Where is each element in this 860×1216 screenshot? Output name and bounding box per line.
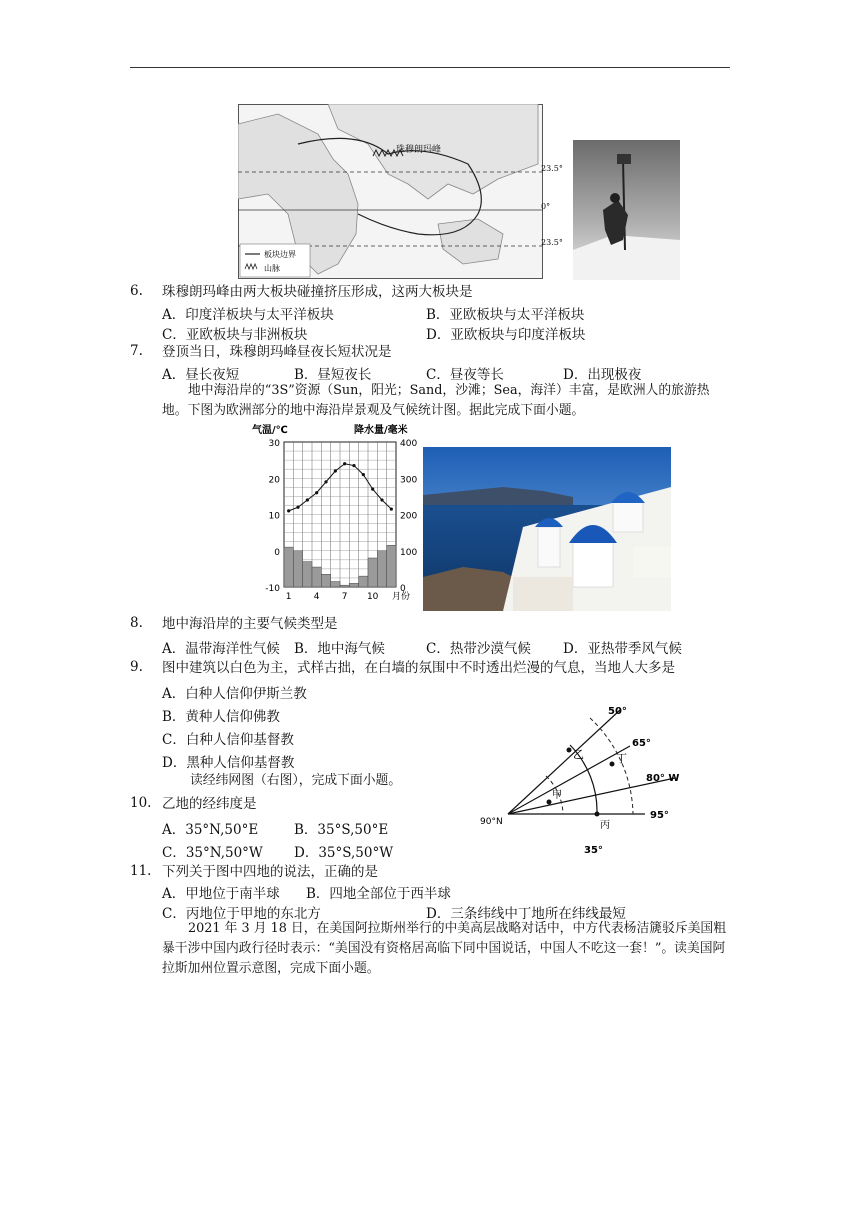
- lon-label-80w: 80° W: [646, 773, 680, 784]
- q10-option-d[interactable]: D．35°S,50°W: [294, 845, 394, 861]
- temp-point: [352, 464, 355, 467]
- q9-option-b[interactable]: B．黄种人信仰佛教: [162, 709, 280, 725]
- chart-right-tick: 300: [400, 475, 418, 486]
- q10-option-c[interactable]: C．35°N,50°W: [162, 845, 263, 861]
- temp-point: [371, 488, 374, 491]
- point-bing: 丙: [600, 820, 610, 831]
- lat-label-35: 35°: [584, 845, 603, 856]
- lon-label-50: 50°: [608, 706, 627, 717]
- precip-bar: [377, 551, 386, 587]
- q11-stem: 下列关于图中四地的说法，正确的是: [162, 864, 378, 880]
- point-ding: 丁: [616, 752, 627, 765]
- q8-option-b[interactable]: B．地中海气候: [294, 641, 385, 657]
- lat-label-equator: 0°: [541, 202, 551, 211]
- climber-photo: [573, 140, 680, 280]
- temp-point: [380, 498, 383, 501]
- temp-point: [315, 491, 318, 494]
- q10-option-b[interactable]: B．35°S,50°E: [294, 822, 389, 838]
- precip-bar: [293, 551, 302, 587]
- q9-option-d[interactable]: D．黑种人信仰基督教: [162, 755, 295, 771]
- q6-number: 6.: [130, 283, 143, 299]
- precip-bar: [312, 567, 321, 587]
- legend-mountain-label: 山脉: [264, 264, 280, 273]
- q8-option-c[interactable]: C．热带沙漠气候: [426, 641, 531, 657]
- q7-option-c[interactable]: C．昼夜等长: [426, 367, 504, 383]
- q11-option-a[interactable]: A．甲地位于南半球: [162, 886, 280, 902]
- temp-point: [390, 507, 393, 510]
- q7-option-b[interactable]: B．昼短夜长: [294, 367, 372, 383]
- precip-bar: [349, 583, 358, 587]
- q8-stem: 地中海沿岸的主要气候类型是: [162, 616, 338, 632]
- precip-bar: [321, 574, 330, 587]
- chart-right-tick: 100: [400, 547, 418, 558]
- precip-bar: [387, 545, 396, 587]
- chart-right-tick: 400: [400, 439, 418, 449]
- chart-x-tick: 10: [366, 592, 379, 602]
- lon-label-95: 95°: [650, 810, 669, 821]
- q6-option-b[interactable]: B．亚欧板块与太平洋板块: [426, 307, 585, 323]
- q9-number: 9.: [130, 659, 143, 675]
- intro-alaska: 2021 年 3 月 18 日，在美国阿拉斯州举行的中美高层战略对话中，中方代表杨洁篪驳斥美国粗暴干涉中国内政行径时表示：“美国没有资格居高临下同中国说话，中国人不吃这一套！”。读美国阿拉斯加州位置示意图，完成下面小题。: [162, 921, 727, 976]
- chart-left-tick: 0: [274, 547, 280, 558]
- precip-bar: [359, 576, 368, 587]
- temp-point: [334, 469, 337, 472]
- q10-number: 10.: [130, 795, 152, 811]
- point-yi: 乙: [573, 748, 584, 761]
- q8-option-a[interactable]: A．温带海洋性气候: [162, 641, 280, 657]
- chart-right-title: 降水量/毫米: [354, 425, 408, 436]
- legend-boundary-label: 板块边界: [264, 250, 296, 259]
- chart-x-unit: 月份: [392, 592, 411, 602]
- q11-option-b[interactable]: B．四地全部位于西半球: [306, 886, 451, 902]
- chart-left-tick: 10: [268, 511, 280, 522]
- intro-grid: 读经纬网图（右图），完成下面小题。: [190, 773, 402, 788]
- precip-bar: [284, 547, 293, 587]
- q9-option-c[interactable]: C．白种人信仰基督教: [162, 732, 294, 748]
- chart-x-tick: 1: [285, 592, 292, 602]
- q7-stem: 登顶当日，珠穆朗玛峰昼夜长短状况是: [162, 344, 392, 360]
- q6-option-a[interactable]: A．印度洋板块与太平洋板块: [162, 307, 334, 323]
- q9-option-a[interactable]: A．白种人信仰伊斯兰教: [162, 686, 307, 702]
- q11-option-c[interactable]: C．丙地位于甲地的东北方: [162, 906, 321, 922]
- temp-point: [362, 473, 365, 476]
- q7-number: 7.: [130, 343, 143, 359]
- santorini-photo: [423, 447, 671, 611]
- lon-label-65: 65°: [632, 738, 651, 749]
- intro-mediterranean: 地中海沿岸的“3S”资源（Sun，阳光；Sand，沙滩；Sea，海洋）丰富，是欧洲人的旅游热地。下图为欧洲部分的地中海沿岸景观及气候统计图。据此完成下面小题。: [162, 383, 710, 418]
- climate-chart: [252, 420, 422, 610]
- precip-bar: [331, 582, 340, 587]
- chart-left-tick: 20: [268, 475, 280, 486]
- q6-stem: 珠穆朗玛峰由两大板块碰撞挤压形成，这两大板块是: [162, 284, 473, 300]
- temp-point: [306, 498, 309, 501]
- q9-stem: 图中建筑以白色为主，式样古拙，在白墙的氛围中不时透出烂漫的气息，当地人大多是: [162, 660, 675, 676]
- q7-option-d[interactable]: D．出现极夜: [563, 367, 642, 383]
- chart-x-tick: 7: [341, 592, 348, 602]
- q6-option-c[interactable]: C．亚欧板块与非洲板块: [162, 327, 308, 343]
- pole-label: 90°N: [480, 817, 503, 827]
- chart-left-tick: -10: [265, 584, 280, 594]
- graticule-diagram: [480, 700, 705, 860]
- peak-label: 珠穆朗玛峰: [396, 145, 442, 155]
- chart-right-tick: 0: [400, 584, 406, 594]
- q11-option-d[interactable]: D．三条纬线中丁地所在纬线最短: [426, 906, 626, 922]
- temp-point: [343, 462, 346, 465]
- chart-right-tick: 200: [400, 511, 418, 522]
- header-rule: [130, 67, 730, 68]
- temp-point: [324, 480, 327, 483]
- q6-option-d[interactable]: D．亚欧板块与印度洋板块: [426, 327, 586, 343]
- precip-bar: [340, 585, 349, 587]
- plate-map: [238, 104, 543, 279]
- q8-option-d[interactable]: D．亚热带季风气候: [563, 641, 682, 657]
- chart-left-title: 气温/℃: [252, 425, 288, 436]
- chart-left-tick: 30: [268, 439, 280, 449]
- q11-number: 11.: [130, 863, 152, 879]
- lat-label-south: 23.5°: [541, 238, 563, 247]
- lat-label-north: 23.5°: [541, 164, 563, 173]
- precip-bar: [303, 562, 312, 587]
- point-jia: 甲: [552, 790, 562, 801]
- chart-x-tick: 4: [313, 592, 320, 602]
- precip-bar: [368, 558, 377, 587]
- q10-stem: 乙地的经纬度是: [162, 796, 257, 812]
- temp-point: [296, 506, 299, 509]
- q7-option-a[interactable]: A．昼长夜短: [162, 367, 240, 383]
- temp-point: [287, 509, 290, 512]
- q8-number: 8.: [130, 615, 143, 631]
- q10-option-a[interactable]: A．35°N,50°E: [162, 822, 259, 838]
